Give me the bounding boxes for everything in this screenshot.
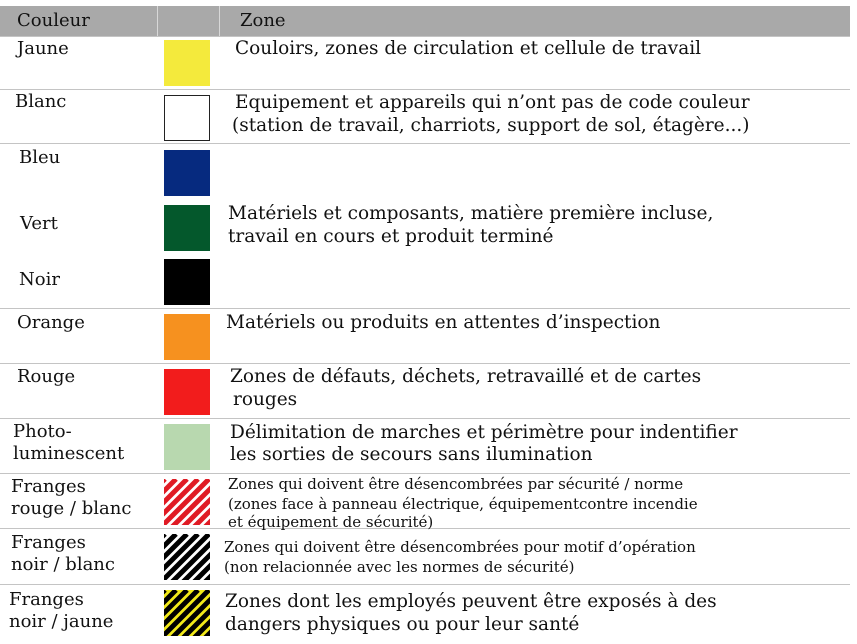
zone-text: Zones dont les employés peuvent être exposés à des [225,591,717,612]
color-name-noir-jaune: noir / jaune [9,611,114,632]
zone-text: Zones de défauts, déchets, retravaillé et de cartes [230,366,702,387]
zone-text: (station de travail, charriots, support de sol, étagère...) [232,115,750,136]
header-zone: Zone [240,10,286,31]
color-name-orange: Orange [17,312,85,333]
photoluminescent-swatch [164,424,210,470]
zone-text: Zones qui doivent être désencombrées par sécurité / norme [228,475,684,493]
color-name-rouge-blanc: rouge / blanc [11,498,132,519]
zone-text: Matériels ou produits en attentes d’inspection [226,312,661,333]
color-name-rouge: Rouge [17,366,76,387]
color-name-franges: Franges [11,532,86,553]
zone-text: Délimitation de marches et périmètre pour indentifier [230,422,738,443]
blue-swatch [164,150,210,196]
zone-text: et équipement de sécurité) [228,513,434,531]
zone-text: (non relacionnée avec les normes de sécurité) [224,558,575,576]
color-name-noir: Noir [19,269,60,290]
row-divider [0,363,850,364]
zone-text: Zones qui doivent être désencombrées pour motif d’opération [224,538,696,556]
row-divider [0,308,850,309]
black-yellow-stripes-swatch [164,590,210,636]
zone-text: les sorties de secours sans ilumination [230,444,593,465]
black-white-stripes-swatch [164,534,210,580]
orange-swatch [164,314,210,360]
row-divider [0,584,850,585]
color-name-noir-blanc: noir / blanc [11,554,115,575]
table-header [0,6,850,36]
red-swatch [164,369,210,415]
zone-text: Couloirs, zones de circulation et cellule de travail [235,38,702,59]
stripe-pattern [164,590,210,636]
green-swatch [164,205,210,251]
row-divider [0,36,850,37]
white-swatch [164,95,210,141]
row-divider [0,89,850,90]
color-name-bleu: Bleu [19,147,61,168]
color-name-vert: Vert [20,213,58,234]
header-divider [157,6,158,36]
red-white-stripes-swatch [164,479,210,525]
black-swatch [164,259,210,305]
color-name-franges: Franges [9,589,84,610]
color-name-blanc: Blanc [15,91,67,112]
zone-text: travail en cours et produit terminé [228,226,554,247]
zone-text: (zones face à panneau électrique, équipementcontre incendie [228,495,698,513]
header-couleur: Couleur [17,10,90,31]
header-divider [219,6,220,36]
row-divider [0,143,850,144]
zone-text: Matériels et composants, matière première incluse, [228,203,714,224]
row-divider [0,418,850,419]
stripe-pattern [164,479,210,525]
stripe-pattern [164,534,210,580]
color-name-franges: Franges [11,476,86,497]
color-name-jaune: Jaune [17,38,69,59]
zone-text: dangers physiques ou pour leur santé [225,614,580,635]
color-name-photo: Photo- [13,421,72,442]
zone-text: Equipement et appareils qui n’ont pas de code couleur [235,92,750,113]
yellow-swatch [164,40,210,86]
color-name-luminescent: luminescent [13,443,125,464]
zone-text: rouges [233,389,298,410]
